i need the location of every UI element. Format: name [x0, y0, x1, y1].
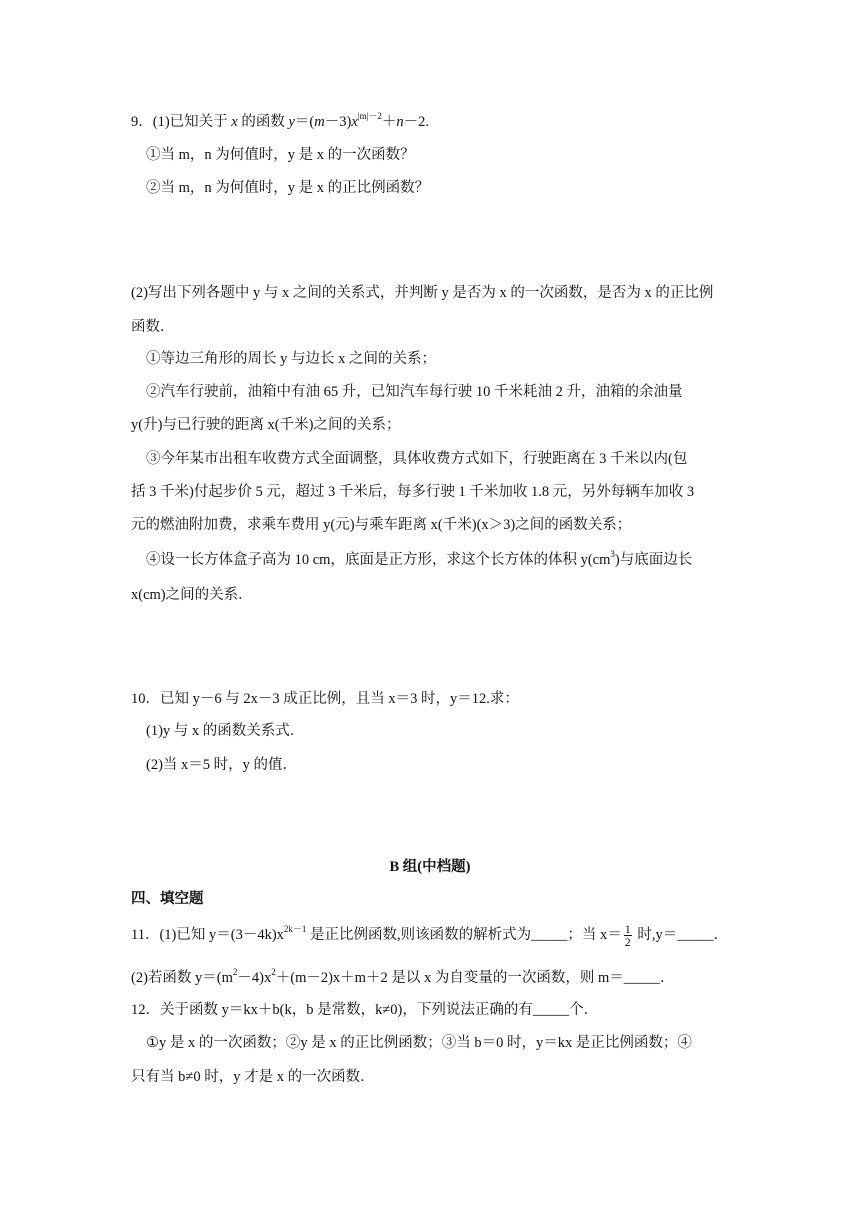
q9-item3-line2: 括 3 千米)付起步价 5 元，超过 3 千米后，每多行驶 1 千米加收 1.8 元，另外每辆车加收 3 — [131, 484, 695, 500]
q10-title: 10．已知 y－6 与 2x－3 成正比例，且当 x＝3 时，y＝12.求： — [131, 691, 519, 707]
q9-item3-line3: 元的燃油附加费，求乘车费用 y(元)与乘车距离 x(千米)(x＞3)之间的函数关系； — [131, 517, 632, 533]
q10-sub1: (1)y 与 x 的函数关系式． — [146, 723, 305, 739]
q10-sub2: (2)当 x＝5 时，y 的值． — [146, 757, 298, 773]
q9-item4-line2: x(cm)之间的关系． — [131, 587, 253, 603]
exponent: |m|－2 — [357, 111, 382, 121]
q9-part2-line1: (2)写出下列各题中 y 与 x 之间的关系式，并判断 y 是否为 x 的一次函数，是否为 x 的正比例 — [131, 285, 714, 301]
q9-item4-line1: ④设一长方体盒子高为 10 cm，底面是正方形，求这个长方体的体积 $y(cm^3)$与底面边长 — [146, 549, 693, 568]
q12-title: 12．关于函数 y＝kx＋b(k，b 是常数，k≠0)，下列说法正确的有_____个． — [131, 1002, 599, 1018]
q9-item2-line2: y(升)与已行驶的距离 x(千米)之间的关系； — [131, 417, 401, 433]
q12-line2: 只有当 b≠0 时，y 才是 x 的一次函数． — [131, 1069, 375, 1085]
q9-item3-line1: ③今年某市出租车收费方式全面调整，具体收费方式如下，行驶距离在 3 千米以内(包 — [146, 451, 688, 467]
q9-part2-line2: 函数． — [131, 319, 175, 335]
q9-sub2: ②当 m，n 为何值时，y 是 x 的正比例函数？ — [146, 180, 430, 196]
section-heading: 四、填空题 — [131, 891, 204, 907]
fraction: $\frac{1}{2}$ — [624, 922, 631, 949]
group-b-heading: B 组(中档题) — [389, 859, 471, 875]
q9-item2-line1: ②汽车行驶前，油箱中有油 65 升，已知汽车每行驶 10 千米耗油 2 升，油箱的余油量 — [146, 384, 683, 400]
q9-title: 9．(1)已知关于 x 的函数 $y=(m-3)x^{|m|-2}+n-2$. — [131, 111, 430, 130]
q9-sub1: ①当 m，n 为何值时，y 是 x 的一次函数？ — [146, 147, 415, 163]
q11-line2: (2)若函数 $y=(m^2-4)x^2+(m-2)x+m+2$ 是以 x 为自变量的一次函数，则 m＝_____． — [131, 967, 675, 986]
q9-item1: ①等边三角形的周长 y 与边长 x 之间的关系； — [146, 351, 436, 367]
q11-line1: 11．(1)已知 $y=(3-4k)x^{2k-1}$ 是正比例函数,则该函数的解析式为_____；当 x＝ $\frac{1}{2}$ 时,y＝_____． — [131, 922, 729, 949]
q12-line1: ①y 是 x 的一次函数；②y 是 x 的正比例函数；③当 b＝0 时，y＝kx 是正比例函数；④ — [146, 1035, 692, 1051]
